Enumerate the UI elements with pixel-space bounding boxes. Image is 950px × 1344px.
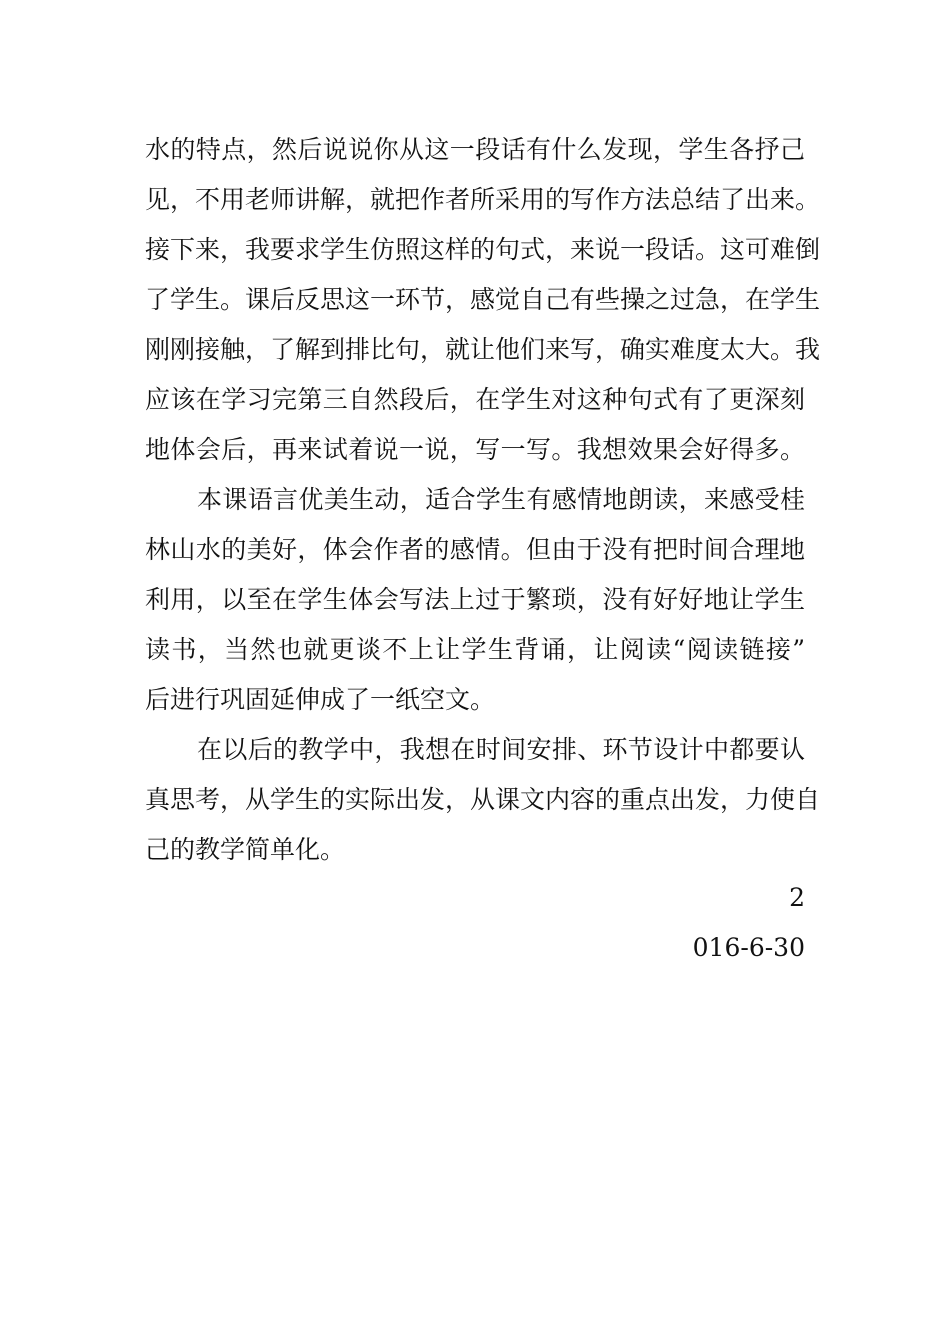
paragraph-1-line-2: 见，不用老师讲解，就把作者所采用的写作方法总结了出来。: [145, 185, 821, 214]
paragraph-1-line-5: 刚刚接触，了解到排比句，就让他们来写，确实难度太大。我: [145, 335, 821, 364]
paragraph-2-line-3: 利用，以至在学生体会写法上过于繁琐，没有好好地让学生: [145, 585, 805, 614]
paragraph-2-line-5: 后进行巩固延伸成了一纸空文。: [145, 685, 496, 714]
paragraph-3-line-1: 在以后的教学中，我想在时间安排、环节设计中都要认: [197, 735, 805, 764]
paragraph-3-line-3: 己的教学简单化。: [145, 835, 346, 864]
paragraph-2-line-4: 读书，当然也就更谈不上让学生背诵，让阅读“阅读链接”: [145, 635, 805, 664]
paragraph-1-line-3: 接下来，我要求学生仿照这样的句式，来说一段话。这可难倒: [145, 235, 821, 264]
paragraph-1-line-1: 水的特点，然后说说你从这一段话有什么发现，学生各抒己: [145, 135, 805, 164]
date-line-1: 2: [789, 883, 805, 912]
paragraph-1-line-7: 地体会后，再来试着说一说，写一写。我想效果会好得多。: [145, 435, 805, 464]
paragraph-2-line-1: 本课语言优美生动，适合学生有感情地朗读，来感受桂: [197, 485, 805, 514]
paragraph-1-line-4: 了学生。课后反思这一环节，感觉自己有些操之过急，在学生: [145, 285, 821, 314]
date-line-2: 016-6-30: [692, 933, 805, 962]
paragraph-2-line-2: 林山水的美好，体会作者的感情。但由于没有把时间合理地: [145, 535, 805, 564]
paragraph-1-line-6: 应该在学习完第三自然段后，在学生对这种句式有了更深刻: [145, 385, 805, 414]
paragraph-3-line-2: 真思考，从学生的实际出发，从课文内容的重点出发，力使自: [145, 785, 821, 814]
